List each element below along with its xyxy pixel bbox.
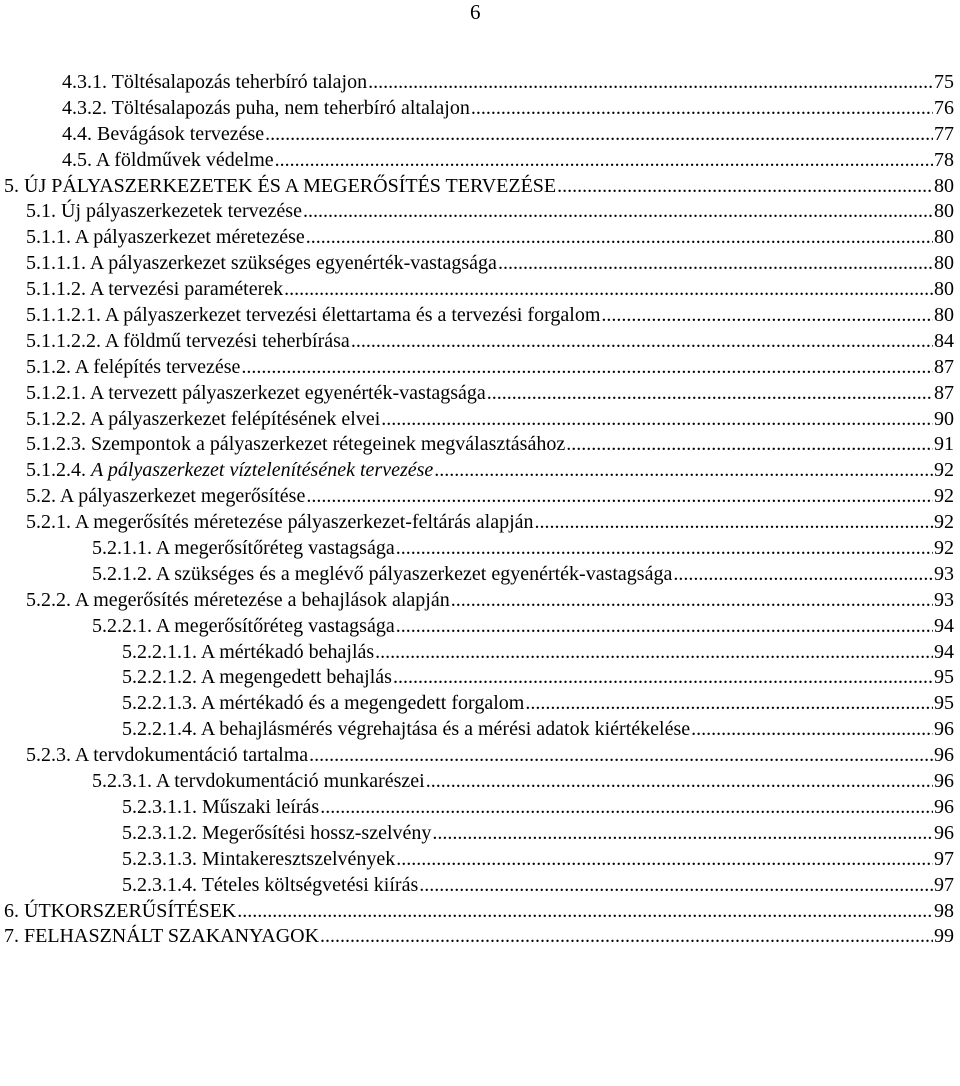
toc-entry[interactable] (0, 899, 960, 925)
toc-entry-page: 92 (934, 485, 954, 508)
toc-dot-leader (284, 277, 933, 303)
toc-dot-leader (601, 303, 933, 329)
toc-entry-page: 92 (934, 537, 954, 560)
toc-entry-title: 5.2.1. A megerősítés méretezése pályaszerkezet-feltárás alapján (26, 511, 534, 534)
toc-entry[interactable] (0, 458, 960, 484)
toc-dot-leader (306, 484, 933, 510)
toc-entry-title: 5.2.3. A tervdokumentáció tartalma (26, 744, 309, 767)
toc-entry-page: 96 (934, 770, 954, 793)
toc-entry[interactable] (0, 355, 960, 381)
toc-entry-title: 4.3.2. Töltésalapozás puha, nem teherbíró altalajon (62, 96, 470, 119)
toc-entry-page: 96 (934, 795, 954, 818)
toc-dot-leader (393, 665, 933, 691)
toc-entry-title: 5.2.2.1. A megerősítőréteg vastagsága (92, 614, 395, 637)
toc-entry[interactable] (0, 847, 960, 873)
toc-entry-page: 95 (934, 692, 954, 715)
toc-entry[interactable] (0, 329, 960, 355)
toc-entry-page: 80 (934, 278, 954, 301)
toc-entry-page: 97 (934, 873, 954, 896)
toc-dot-leader (309, 743, 933, 769)
toc-entry[interactable] (0, 148, 960, 174)
toc-entry[interactable] (0, 70, 960, 96)
toc-entry[interactable] (0, 122, 960, 148)
toc-entry[interactable] (0, 640, 960, 666)
toc-dot-leader (487, 381, 933, 407)
toc-dot-leader (396, 536, 933, 562)
toc-entry-page: 75 (934, 71, 954, 93)
toc-entry-title: 5.2.1.2. A szükséges és a meglévő pályaszerkezet egyenérték-vastagsága (92, 562, 673, 585)
toc-entry-title: 5.2.2.1.1. A mértékadó behajlás (122, 640, 375, 663)
toc-dot-leader (451, 588, 933, 614)
toc-entry[interactable] (0, 743, 960, 769)
toc-dot-leader (320, 924, 933, 950)
toc-entry-title: 5.1.1.2. A tervezési paraméterek (26, 278, 284, 301)
toc-entry-title: 5.1.2.3. Szempontok a pályaszerkezet rétegeinek megválasztásához (26, 433, 566, 456)
toc-entry[interactable] (0, 251, 960, 277)
toc-entry[interactable] (0, 665, 960, 691)
toc-entry-page: 77 (934, 122, 954, 145)
toc-entry-title: 5.2.3.1.3. Mintakeresztszelvények (122, 847, 396, 870)
toc-entry-page: 94 (934, 640, 954, 663)
toc-entry-page: 87 (934, 381, 954, 404)
toc-dot-leader (557, 174, 933, 200)
toc-entry-title: 5. ÚJ PÁLYASZERKEZETEK ÉS A MEGERŐSÍTÉS TERVEZÉSE (4, 174, 557, 197)
toc-dot-leader (426, 769, 933, 795)
toc-entry[interactable] (0, 536, 960, 562)
toc-entry[interactable] (0, 303, 960, 329)
toc-entry[interactable] (0, 277, 960, 303)
toc-entry-page: 80 (934, 200, 954, 223)
page-number: 6 (470, 0, 481, 24)
toc-entry[interactable] (0, 924, 960, 950)
toc-entry-page: 97 (934, 847, 954, 870)
toc-entry[interactable] (0, 174, 960, 200)
toc-entry[interactable] (0, 795, 960, 821)
toc-entry-title: 4.5. A földművek védelme (62, 148, 274, 171)
toc-dot-leader (375, 640, 933, 666)
toc-dot-leader (434, 458, 933, 484)
toc-entry[interactable] (0, 821, 960, 847)
toc-entry-page: 99 (934, 925, 954, 948)
toc-entry-page: 93 (934, 588, 954, 611)
toc-entry-title: 5.2.2.1.3. A mértékadó és a megengedett forgalom (122, 692, 525, 715)
toc-entry[interactable] (0, 510, 960, 536)
toc-entry-title: 5.1. Új pályaszerkezetek tervezése (26, 200, 302, 223)
toc-entry-page: 96 (934, 821, 954, 844)
toc-entry[interactable] (0, 484, 960, 510)
toc-dot-leader (396, 614, 933, 640)
toc-entry-page: 91 (934, 433, 954, 456)
toc-entry-title: 5.2.3.1.1. Műszaki leírás (122, 795, 320, 818)
toc-entry[interactable] (0, 873, 960, 899)
table-of-contents (0, 70, 960, 950)
toc-entry-title: 5.1.1.2.1. A pályaszerkezet tervezési élettartama és a tervezési forgalom (26, 304, 601, 327)
toc-dot-leader (381, 407, 933, 433)
toc-entry-page: 92 (934, 459, 954, 482)
toc-entry[interactable] (0, 96, 960, 122)
toc-entry-title: 6. ÚTKORSZERŰSÍTÉSEK (4, 899, 237, 922)
toc-dot-leader (535, 510, 933, 536)
toc-entry-title: 5.1.2. A felépítés tervezése (26, 355, 241, 378)
toc-entry-page: 80 (934, 226, 954, 249)
toc-entry[interactable] (0, 691, 960, 717)
toc-entry[interactable] (0, 225, 960, 251)
toc-dot-leader (368, 70, 933, 96)
toc-dot-leader (419, 873, 933, 899)
toc-dot-leader (673, 562, 933, 588)
toc-entry-page: 78 (934, 148, 954, 171)
toc-entry[interactable] (0, 588, 960, 614)
toc-dot-leader (691, 717, 933, 743)
toc-entry-title: 5.2.2.1.2. A megengedett behajlás (122, 666, 392, 689)
toc-entry-title: 5.2.1.1. A megerősítőréteg vastagsága (92, 537, 395, 560)
toc-dot-leader (237, 899, 933, 925)
toc-dot-leader (303, 199, 933, 225)
toc-entry[interactable] (0, 381, 960, 407)
toc-entry-page: 90 (934, 407, 954, 430)
toc-entry-page: 87 (934, 355, 954, 378)
toc-entry-title: 7. FELHASZNÁLT SZAKANYAGOK (4, 925, 320, 948)
toc-entry[interactable] (0, 614, 960, 640)
toc-entry-title: 5.2. A pályaszerkezet megerősítése (26, 485, 306, 508)
toc-entry-page: 94 (934, 614, 954, 637)
toc-entry-page: 95 (934, 666, 954, 689)
toc-dot-leader (432, 821, 933, 847)
toc-entry[interactable] (0, 562, 960, 588)
toc-entry-page: 96 (934, 744, 954, 767)
toc-entry-page: 96 (934, 718, 954, 741)
toc-dot-leader (396, 847, 933, 873)
toc-dot-leader (351, 329, 933, 355)
toc-dot-leader (320, 795, 933, 821)
toc-entry-page: 80 (934, 304, 954, 327)
toc-dot-leader (275, 148, 933, 174)
toc-entry-title (26, 458, 433, 484)
toc-entry-title: 5.1.2.1. A tervezett pályaszerkezet egyenérték-vastagsága (26, 381, 486, 404)
toc-dot-leader (306, 225, 933, 251)
toc-dot-leader (498, 251, 933, 277)
toc-entry-page: 84 (934, 329, 954, 352)
toc-entry-title: 5.2.2. A megerősítés méretezése a behajlások alapján (26, 588, 450, 611)
toc-entry[interactable] (0, 199, 960, 225)
toc-entry-title: 4.3.1. Töltésalapozás teherbíró talajon (62, 71, 368, 93)
toc-entry-title: 5.2.2.1.4. A behajlásmérés végrehajtása és a mérési adatok kiértékelése (122, 718, 691, 741)
toc-entry-page: 92 (934, 511, 954, 534)
toc-dot-leader (241, 355, 933, 381)
toc-entry[interactable] (0, 769, 960, 795)
toc-dot-leader (265, 122, 933, 148)
toc-dot-leader (566, 432, 933, 458)
toc-entry-title: 5.1.1. A pályaszerkezet méretezése (26, 226, 305, 249)
toc-dot-leader (525, 691, 933, 717)
toc-entry-title: 4.4. Bevágások tervezése (62, 122, 265, 145)
toc-dot-leader (471, 96, 933, 122)
toc-entry-title: 5.1.1.2.2. A földmű tervezési teherbírása (26, 329, 350, 352)
toc-entry[interactable] (0, 432, 960, 458)
toc-entry[interactable] (0, 717, 960, 743)
toc-entry-title-italic: A pályaszerkezet víztelenítésének tervezése (91, 459, 434, 482)
toc-entry-page: 93 (934, 562, 954, 585)
toc-entry-title: 5.1.1.1. A pályaszerkezet szükséges egyenérték-vastagsága (26, 252, 497, 275)
toc-entry-page: 98 (934, 899, 954, 922)
toc-entry-title: 5.1.2.2. A pályaszerkezet felépítésének elvei (26, 407, 381, 430)
toc-entry-title: 5.2.3.1. A tervdokumentáció munkarészei (92, 770, 425, 793)
toc-entry-page: 80 (934, 174, 954, 197)
toc-entry[interactable] (0, 407, 960, 433)
toc-entry-title: 5.2.3.1.2. Megerősítési hossz-szelvény (122, 821, 432, 844)
toc-entry-page: 76 (934, 96, 954, 119)
toc-entry-title: 5.2.3.1.4. Tételes költségvetési kiírás (122, 873, 419, 896)
toc-entry-number: 5.1.2.4. (26, 459, 91, 482)
toc-entry-page: 80 (934, 252, 954, 275)
